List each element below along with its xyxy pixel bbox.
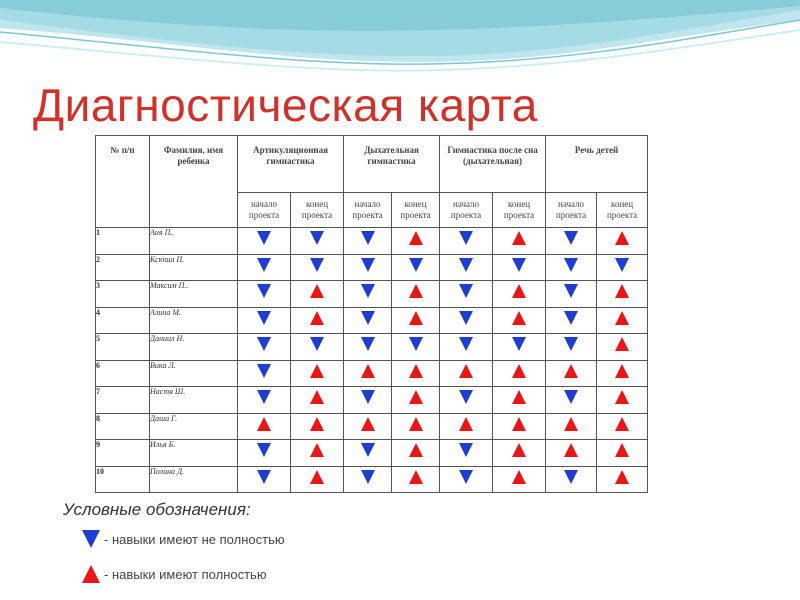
triangle-up-icon — [409, 470, 423, 484]
mark-cell — [344, 387, 392, 414]
mark-cell — [493, 334, 546, 361]
triangle-up-icon — [512, 284, 526, 298]
mark-cell — [546, 413, 597, 440]
mark-cell — [392, 466, 440, 493]
table-row — [96, 281, 648, 308]
triangle-down-icon — [361, 470, 375, 484]
mark-cell — [546, 334, 597, 361]
mark-cell — [440, 440, 493, 467]
triangle-up-icon — [512, 417, 526, 431]
mark-cell — [238, 228, 291, 255]
child-name: Полина Д. — [150, 466, 238, 493]
mark-cell — [440, 254, 493, 281]
triangle-up-icon — [409, 390, 423, 404]
triangle-up-icon — [409, 311, 423, 325]
mark-cell — [597, 360, 648, 387]
mark-cell — [291, 281, 344, 308]
triangle-up-icon — [409, 364, 423, 378]
triangle-down-icon — [361, 443, 375, 457]
mark-cell — [238, 413, 291, 440]
row-number: 10 — [96, 466, 150, 493]
triangle-up-icon — [409, 417, 423, 431]
subheader-end: конец проекта — [493, 193, 546, 228]
triangle-up-icon — [615, 390, 629, 404]
triangle-down-icon — [257, 284, 271, 298]
mark-cell — [392, 254, 440, 281]
child-name: Настя Ш. — [150, 387, 238, 414]
triangle-down-icon — [310, 231, 324, 245]
mark-cell — [597, 440, 648, 467]
mark-cell — [440, 413, 493, 440]
triangle-down-icon — [361, 284, 375, 298]
mark-cell — [546, 307, 597, 334]
mark-cell — [291, 228, 344, 255]
triangle-down-icon — [409, 337, 423, 351]
header-group-after-sleep: Гимнастика после сна (дыхательная) — [440, 136, 546, 193]
header-group-articulation: Артикуляционная гимнастика — [238, 136, 344, 193]
triangle-up-icon — [512, 364, 526, 378]
mark-cell — [238, 440, 291, 467]
mark-cell — [344, 281, 392, 308]
table-row — [96, 387, 648, 414]
triangle-down-icon — [459, 470, 473, 484]
triangle-down-icon — [459, 390, 473, 404]
triangle-down-icon — [564, 390, 578, 404]
mark-cell — [344, 440, 392, 467]
triangle-up-icon — [459, 364, 473, 378]
mark-cell — [392, 307, 440, 334]
mark-cell — [238, 281, 291, 308]
mark-cell — [546, 440, 597, 467]
mark-cell — [291, 387, 344, 414]
triangle-down-icon — [564, 284, 578, 298]
triangle-down-icon — [564, 337, 578, 351]
table-row — [96, 228, 648, 255]
child-name: Аня П. — [150, 228, 238, 255]
subheader-start: начало проекта — [546, 193, 597, 228]
mark-cell — [291, 413, 344, 440]
triangle-up-icon — [310, 443, 324, 457]
subheader-start: начало проекта — [440, 193, 493, 228]
triangle-down-icon — [257, 258, 271, 272]
legend-down — [82, 530, 285, 548]
triangle-up-icon — [409, 443, 423, 457]
triangle-down-icon — [361, 337, 375, 351]
table-row — [96, 254, 648, 281]
triangle-up-icon — [615, 337, 629, 351]
table-row — [96, 440, 648, 467]
triangle-up-icon — [512, 390, 526, 404]
child-name: Даниил Н. — [150, 334, 238, 361]
subheader-end: конец проекта — [597, 193, 648, 228]
mark-cell — [238, 466, 291, 493]
header-name: Фамилия, имя ребенка — [150, 136, 238, 228]
triangle-down-icon — [257, 231, 271, 245]
triangle-up-icon — [564, 364, 578, 378]
mark-cell — [440, 387, 493, 414]
triangle-down-icon — [564, 311, 578, 325]
mark-cell — [546, 228, 597, 255]
row-number: 4 — [96, 307, 150, 334]
legend-up-text: - навыки имеют полностью — [104, 566, 267, 582]
mark-cell — [392, 387, 440, 414]
triangle-down-icon — [459, 231, 473, 245]
table-row — [96, 413, 648, 440]
triangle-down-icon — [564, 258, 578, 272]
legend-up — [82, 565, 267, 583]
mark-cell — [440, 334, 493, 361]
triangle-up-icon — [512, 231, 526, 245]
mark-cell — [546, 387, 597, 414]
triangle-up-icon — [459, 417, 473, 431]
triangle-up-icon — [409, 231, 423, 245]
child-name: Даша Г. — [150, 413, 238, 440]
mark-cell — [291, 360, 344, 387]
row-number: 3 — [96, 281, 150, 308]
triangle-down-icon — [459, 258, 473, 272]
triangle-down-icon — [459, 337, 473, 351]
mark-cell — [597, 387, 648, 414]
mark-cell — [440, 466, 493, 493]
triangle-down-icon — [257, 311, 271, 325]
legend-title: Условные обозначения: — [63, 500, 251, 519]
triangle-up-icon — [564, 443, 578, 457]
mark-cell — [392, 413, 440, 440]
mark-cell — [493, 254, 546, 281]
triangle-up-icon — [615, 284, 629, 298]
mark-cell — [597, 334, 648, 361]
mark-cell — [597, 307, 648, 334]
triangle-up-icon — [310, 417, 324, 431]
triangle-up-icon — [615, 470, 629, 484]
mark-cell — [493, 228, 546, 255]
mark-cell — [344, 413, 392, 440]
subheader-start: начало проекта — [238, 193, 291, 228]
row-number: 2 — [96, 254, 150, 281]
triangle-down-icon — [310, 337, 324, 351]
mark-cell — [597, 413, 648, 440]
table-row — [96, 334, 648, 361]
mark-cell — [291, 334, 344, 361]
header-group-breathing: Дыхательная гимнастика — [344, 136, 440, 193]
triangle-up-icon — [615, 364, 629, 378]
triangle-up-icon — [310, 470, 324, 484]
triangle-down-icon — [310, 258, 324, 272]
mark-cell — [440, 360, 493, 387]
row-number: 9 — [96, 440, 150, 467]
triangle-down-icon — [82, 530, 100, 548]
triangle-up-icon — [361, 364, 375, 378]
mark-cell — [344, 466, 392, 493]
mark-cell — [392, 334, 440, 361]
subheader-start: начало проекта — [344, 193, 392, 228]
mark-cell — [597, 281, 648, 308]
mark-cell — [344, 254, 392, 281]
triangle-up-icon — [615, 311, 629, 325]
mark-cell — [344, 334, 392, 361]
diagnostic-table — [95, 135, 648, 493]
triangle-down-icon — [257, 364, 271, 378]
table-row — [96, 466, 648, 493]
row-number: 1 — [96, 228, 150, 255]
mark-cell — [493, 307, 546, 334]
mark-cell — [493, 387, 546, 414]
triangle-up-icon — [615, 417, 629, 431]
mark-cell — [238, 307, 291, 334]
triangle-up-icon — [615, 443, 629, 457]
triangle-up-icon — [257, 417, 271, 431]
triangle-up-icon — [310, 311, 324, 325]
mark-cell — [392, 228, 440, 255]
triangle-down-icon — [257, 337, 271, 351]
mark-cell — [493, 360, 546, 387]
child-name: Алина М. — [150, 307, 238, 334]
mark-cell — [493, 413, 546, 440]
mark-cell — [238, 360, 291, 387]
mark-cell — [597, 254, 648, 281]
legend-down-text: - навыки имеют не полностью — [104, 531, 285, 547]
triangle-down-icon — [512, 337, 526, 351]
mark-cell — [291, 440, 344, 467]
mark-cell — [344, 307, 392, 334]
triangle-up-icon — [615, 231, 629, 245]
header-group-speech: Речь детей — [546, 136, 648, 193]
subheader-end: конец проекта — [291, 193, 344, 228]
triangle-down-icon — [409, 258, 423, 272]
triangle-up-icon — [310, 364, 324, 378]
triangle-down-icon — [361, 390, 375, 404]
mark-cell — [493, 466, 546, 493]
triangle-down-icon — [615, 258, 629, 272]
table-row — [96, 307, 648, 334]
triangle-up-icon — [512, 470, 526, 484]
triangle-up-icon — [409, 284, 423, 298]
triangle-up-icon — [512, 443, 526, 457]
triangle-down-icon — [361, 311, 375, 325]
mark-cell — [238, 387, 291, 414]
mark-cell — [440, 281, 493, 308]
mark-cell — [493, 440, 546, 467]
header-num: № п/п — [96, 136, 150, 228]
triangle-down-icon — [361, 231, 375, 245]
mark-cell — [392, 281, 440, 308]
triangle-down-icon — [257, 470, 271, 484]
child-name: Илья Б. — [150, 440, 238, 467]
triangle-up-icon — [512, 311, 526, 325]
row-number: 7 — [96, 387, 150, 414]
mark-cell — [597, 466, 648, 493]
mark-cell — [392, 360, 440, 387]
triangle-down-icon — [257, 390, 271, 404]
mark-cell — [440, 307, 493, 334]
mark-cell — [546, 360, 597, 387]
mark-cell — [344, 228, 392, 255]
mark-cell — [291, 307, 344, 334]
triangle-up-icon — [310, 284, 324, 298]
mark-cell — [440, 228, 493, 255]
mark-cell — [291, 466, 344, 493]
triangle-down-icon — [459, 311, 473, 325]
triangle-up-icon — [361, 417, 375, 431]
triangle-down-icon — [564, 231, 578, 245]
mark-cell — [392, 440, 440, 467]
row-number: 6 — [96, 360, 150, 387]
mark-cell — [238, 254, 291, 281]
table-row — [96, 360, 648, 387]
subheader-end: конец проекта — [392, 193, 440, 228]
row-number: 5 — [96, 334, 150, 361]
row-number: 8 — [96, 413, 150, 440]
mark-cell — [238, 334, 291, 361]
triangle-down-icon — [361, 258, 375, 272]
mark-cell — [493, 281, 546, 308]
child-name: Ксюша П. — [150, 254, 238, 281]
mark-cell — [546, 254, 597, 281]
triangle-up-icon — [310, 390, 324, 404]
triangle-down-icon — [564, 470, 578, 484]
mark-cell — [291, 254, 344, 281]
mark-cell — [546, 281, 597, 308]
child-name: Максим П.. — [150, 281, 238, 308]
mark-cell — [597, 228, 648, 255]
child-name: Вика Л. — [150, 360, 238, 387]
triangle-down-icon — [257, 443, 271, 457]
triangle-down-icon — [459, 284, 473, 298]
mark-cell — [344, 360, 392, 387]
triangle-down-icon — [459, 443, 473, 457]
page-title: Диагностическая карта — [33, 79, 538, 131]
triangle-up-icon — [82, 565, 100, 583]
mark-cell — [546, 466, 597, 493]
triangle-up-icon — [564, 417, 578, 431]
table-body — [96, 228, 648, 493]
triangle-down-icon — [512, 258, 526, 272]
